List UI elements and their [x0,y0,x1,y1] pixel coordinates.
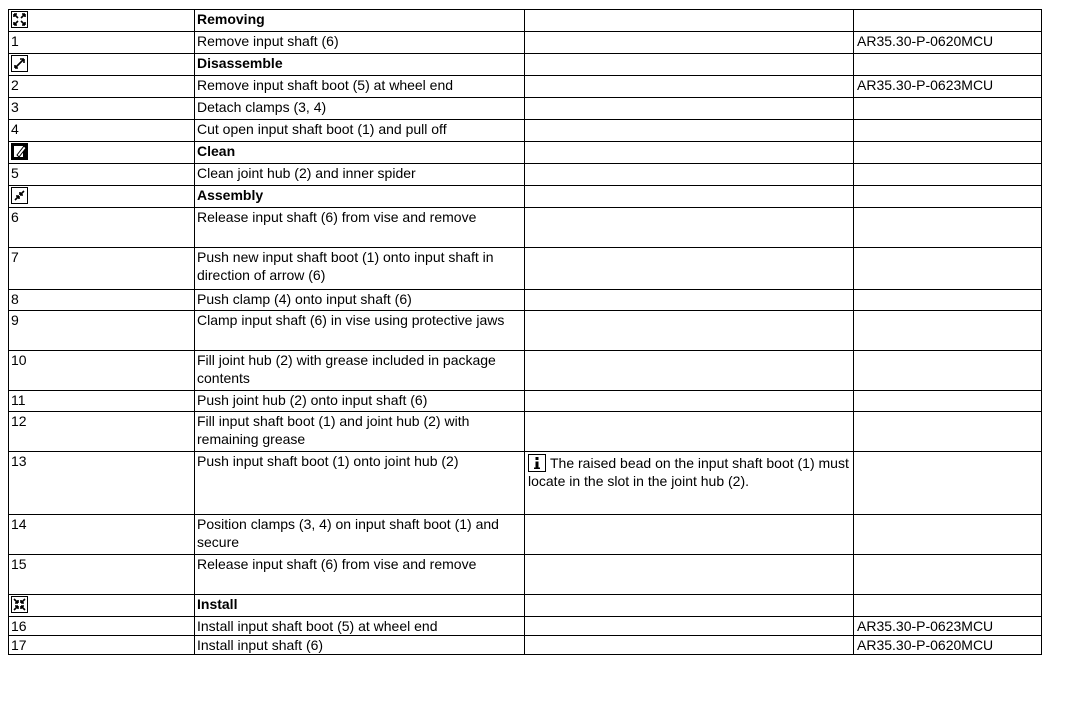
step-number: 8 [9,290,195,311]
step-number: 12 [9,412,195,452]
table-row [9,636,1042,655]
table-row [9,452,1042,515]
step-number: 2 [9,76,195,98]
reference-cell [854,208,1042,248]
table-row [9,595,1042,617]
note-cell [525,32,854,54]
reference-cell [854,164,1042,186]
note-cell [525,98,854,120]
note-cell [525,142,854,164]
action-text: Clean joint hub (2) and inner spider [195,164,525,186]
step-cell [9,10,195,32]
table-row [9,186,1042,208]
reference-link[interactable]: AR35.30-P-0620MCU [854,32,1042,54]
note-cell [525,164,854,186]
table-row [9,555,1042,595]
table-row [9,76,1042,98]
action-text: Push clamp (4) onto input shaft (6) [195,290,525,311]
action-text: Release input shaft (6) from vise and remove [195,208,525,248]
reference-cell [854,120,1042,142]
reference-cell [854,290,1042,311]
table-row [9,248,1042,290]
note-cell [525,120,854,142]
reference-cell [854,412,1042,452]
install-icon [11,596,28,613]
table-row [9,391,1042,412]
table-row [9,164,1042,186]
note-cell [525,515,854,555]
action-text: Install input shaft boot (5) at wheel end [195,617,525,636]
table-row [9,54,1042,76]
action-text: Release input shaft (6) from vise and remove [195,555,525,595]
step-number: 16 [9,617,195,636]
reference-cell [854,555,1042,595]
reference-cell [854,10,1042,32]
disassemble-icon [11,55,28,72]
note-cell [525,617,854,636]
step-number: 4 [9,120,195,142]
reference-cell [854,452,1042,515]
reference-cell [854,595,1042,617]
procedure-table [8,9,1042,655]
table-row [9,311,1042,351]
note-cell [525,351,854,391]
step-number: 6 [9,208,195,248]
table-row [9,120,1042,142]
reference-cell [854,351,1042,391]
note-cell [525,595,854,617]
action-text: Install input shaft (6) [195,636,525,655]
step-cell [9,595,195,617]
reference-cell [854,391,1042,412]
note-cell [525,636,854,655]
table-row [9,208,1042,248]
clean-icon [11,143,28,160]
action-text: Push input shaft boot (1) onto joint hub (2) [195,452,525,515]
table-row [9,351,1042,391]
note-cell [525,555,854,595]
info-icon [528,454,546,472]
reference-cell [854,98,1042,120]
note-cell [525,186,854,208]
section-heading: Assembly [195,186,525,208]
action-text: Remove input shaft boot (5) at wheel end [195,76,525,98]
reference-cell [854,54,1042,76]
section-heading: Clean [195,142,525,164]
step-number: 15 [9,555,195,595]
action-text: Push joint hub (2) onto input shaft (6) [195,391,525,412]
table-row [9,617,1042,636]
reference-link[interactable]: AR35.30-P-0623MCU [854,76,1042,98]
table-row [9,32,1042,54]
action-text: Push new input shaft boot (1) onto input shaft in direction of arrow (6) [195,248,525,290]
note-cell [525,208,854,248]
note-cell [525,290,854,311]
expand-icon [11,11,28,28]
section-heading: Removing [195,10,525,32]
step-number: 13 [9,452,195,515]
step-number: 10 [9,351,195,391]
step-number: 11 [9,391,195,412]
note-cell [525,391,854,412]
action-text: Remove input shaft (6) [195,32,525,54]
note-cell [525,248,854,290]
table-row [9,290,1042,311]
reference-cell [854,311,1042,351]
table-row [9,515,1042,555]
note-cell [525,76,854,98]
step-number: 14 [9,515,195,555]
step-cell [9,54,195,76]
note-cell [525,54,854,76]
table-row [9,98,1042,120]
action-text: Cut open input shaft boot (1) and pull off [195,120,525,142]
note-cell [525,452,854,515]
step-number: 1 [9,32,195,54]
reference-link[interactable]: AR35.30-P-0620MCU [854,636,1042,655]
note-text: The raised bead on the input shaft boot (1) must locate in the slot in the joint hub (2). [528,455,849,489]
assembly-icon [11,187,28,204]
section-heading: Install [195,595,525,617]
action-text: Fill joint hub (2) with grease included in package contents [195,351,525,391]
step-number: 9 [9,311,195,351]
reference-cell [854,248,1042,290]
action-text: Fill input shaft boot (1) and joint hub (2) with remaining grease [195,412,525,452]
action-text: Detach clamps (3, 4) [195,98,525,120]
note-cell [525,10,854,32]
reference-cell [854,515,1042,555]
table-row [9,412,1042,452]
note-cell [525,412,854,452]
step-number: 17 [9,636,195,655]
reference-link[interactable]: AR35.30-P-0623MCU [854,617,1042,636]
step-number: 7 [9,248,195,290]
action-text: Position clamps (3, 4) on input shaft boot (1) and secure [195,515,525,555]
step-number: 3 [9,98,195,120]
action-text: Clamp input shaft (6) in vise using protective jaws [195,311,525,351]
step-number: 5 [9,164,195,186]
section-heading: Disassemble [195,54,525,76]
reference-cell [854,142,1042,164]
step-cell [9,142,195,164]
reference-cell [854,186,1042,208]
table-row [9,10,1042,32]
table-row [9,142,1042,164]
step-cell [9,186,195,208]
note-cell [525,311,854,351]
